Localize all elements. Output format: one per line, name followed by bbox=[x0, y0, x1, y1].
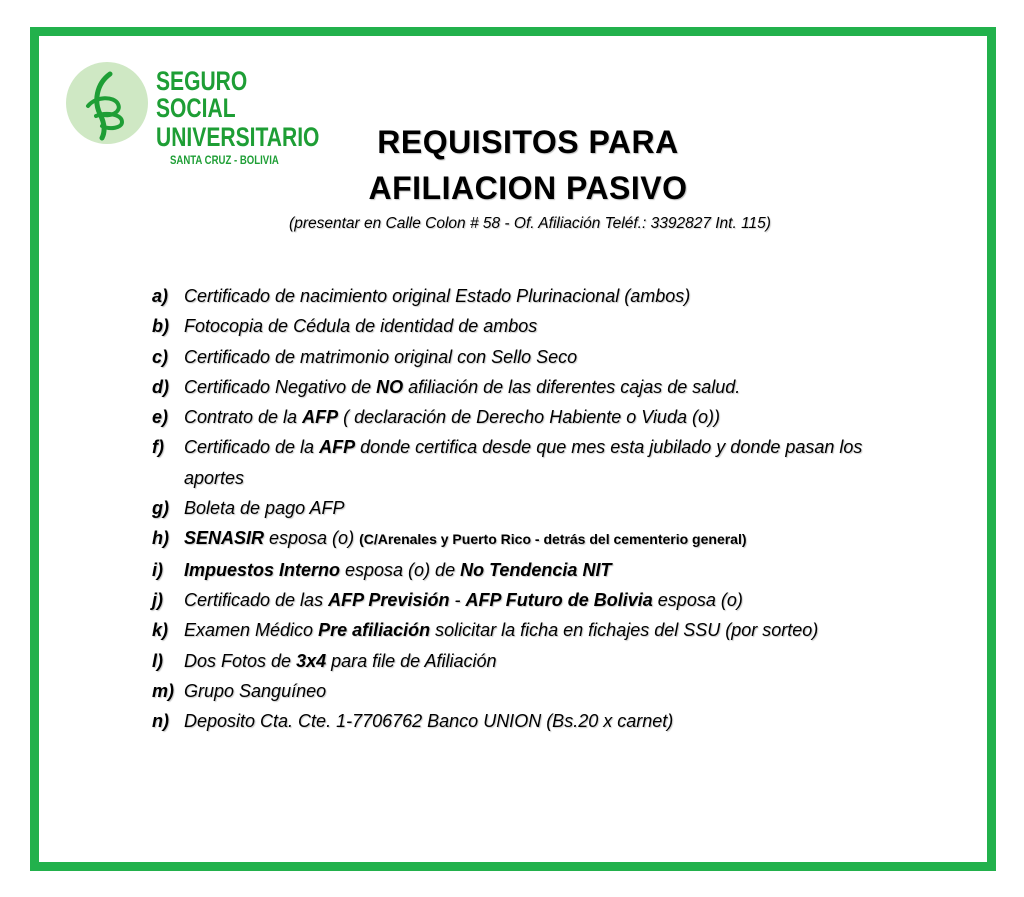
requirement-text bbox=[184, 555, 892, 585]
requirement-item bbox=[152, 342, 892, 372]
requirement-item bbox=[152, 402, 892, 432]
logo-line-seguro-social: SEGURO SOCIAL bbox=[156, 66, 248, 123]
logo-line-location: SANTA CRUZ - BOLIVIA bbox=[170, 153, 279, 167]
requirement-text bbox=[184, 372, 892, 402]
requirement-letter: h) bbox=[152, 528, 169, 549]
requirement-text-part: esposa (o) de bbox=[340, 559, 461, 580]
requirement-text-part: ( declaración de Derecho Habiente o Viuda (o)) bbox=[338, 407, 720, 428]
requirement-item bbox=[152, 523, 892, 554]
requirement-text-part: esposa (o) bbox=[652, 589, 743, 610]
requirement-text bbox=[184, 432, 892, 493]
requirement-letter: d) bbox=[152, 376, 169, 397]
requirement-emphasis: SENASIR bbox=[184, 528, 265, 549]
requirement-item bbox=[152, 706, 892, 736]
requirement-item bbox=[152, 432, 892, 493]
requirement-text-part: Certificado de nacimiento original Estado Plurinacional (ambos) bbox=[184, 286, 691, 306]
requirement-emphasis: AFP Previsión bbox=[328, 589, 450, 610]
requirement-emphasis: No Tendencia NIT bbox=[460, 559, 612, 580]
requirement-text bbox=[184, 615, 892, 645]
logo-line-universitario: UNIVERSITARIO bbox=[156, 122, 320, 152]
requirement-text-part: Examen Médico bbox=[184, 620, 319, 641]
requirement-text-part: Deposito Cta. Cte. 1-7706762 Banco UNION (Bs.20 x carnet) bbox=[184, 711, 674, 732]
requirement-text bbox=[184, 493, 892, 523]
requirement-letter: c) bbox=[152, 346, 169, 367]
requirement-text-part: Dos Fotos de bbox=[184, 650, 297, 671]
requirement-emphasis: Pre afiliación bbox=[318, 620, 431, 641]
requirement-note: (C/Arenales y Puerto Rico - detrás del cementerio general) bbox=[359, 531, 747, 548]
requirement-letter: m) bbox=[152, 680, 174, 701]
requirement-item bbox=[152, 646, 892, 676]
requirement-letter: g) bbox=[152, 498, 169, 519]
page-title-line2: AFILIACION PASIVO bbox=[368, 170, 688, 206]
requirement-item bbox=[152, 585, 892, 615]
requirement-text bbox=[184, 523, 892, 554]
requirement-emphasis: AFP bbox=[319, 437, 356, 458]
page-subtitle: (presentar en Calle Colon # 58 - Of. Afiliación Teléf.: 3392827 Int. 115) bbox=[289, 215, 771, 232]
requirement-letter: f) bbox=[152, 437, 164, 458]
requirement-text-part: Grupo Sanguíneo bbox=[184, 680, 327, 701]
page-title-line1: REQUISITOS PARA bbox=[377, 124, 679, 160]
requirement-text bbox=[184, 311, 892, 341]
requirement-item bbox=[152, 555, 892, 585]
requirement-text-part: Fotocopia de Cédula de identidad de ambos bbox=[184, 316, 538, 337]
requirement-emphasis: 3x4 bbox=[296, 650, 327, 671]
requirement-text-part: Certificado de la bbox=[184, 437, 320, 458]
requirement-text bbox=[184, 342, 892, 372]
requirement-letter: n) bbox=[152, 711, 169, 732]
requirement-text bbox=[184, 706, 892, 736]
requirement-emphasis: AFP Futuro de Bolivia bbox=[465, 589, 653, 610]
requirement-item bbox=[152, 311, 892, 341]
requirement-letter: i) bbox=[152, 559, 163, 580]
requirement-text-part: Contrato de la bbox=[184, 407, 303, 428]
requirement-item bbox=[152, 615, 892, 645]
requirement-text-part: solicitar la ficha en fichajes del SSU (por sorteo) bbox=[430, 620, 819, 641]
requirement-text-part: para file de Afiliación bbox=[326, 650, 497, 671]
requirement-letter: a) bbox=[152, 286, 169, 306]
requirement-text-part: - bbox=[449, 589, 466, 610]
requirement-text-part: afiliación de las diferentes cajas de salud. bbox=[403, 376, 741, 397]
requirement-text bbox=[184, 646, 892, 676]
requirement-emphasis: Impuestos Interno bbox=[184, 559, 341, 580]
requirement-letter: l) bbox=[152, 650, 163, 671]
requirement-emphasis: AFP bbox=[302, 407, 339, 428]
requirement-letter: k) bbox=[152, 620, 169, 641]
requirement-letter: e) bbox=[152, 407, 169, 428]
requirements-list bbox=[152, 281, 892, 736]
requirement-text-part: Certificado de matrimonio original con Sello Seco bbox=[184, 346, 578, 367]
requirement-text-part: Boleta de pago AFP bbox=[184, 498, 345, 519]
requirement-text-part: Certificado Negativo de bbox=[184, 376, 377, 397]
requirement-emphasis: NO bbox=[376, 376, 404, 397]
requirement-item bbox=[152, 493, 892, 523]
requirement-text bbox=[184, 585, 892, 615]
requirement-text bbox=[184, 281, 892, 311]
requirement-text bbox=[184, 402, 892, 432]
requirement-item bbox=[152, 281, 892, 311]
requirement-text-part: donde certifica desde que mes esta jubilado y donde pasan los aportes bbox=[184, 437, 863, 488]
requirement-item bbox=[152, 372, 892, 402]
requirement-item bbox=[152, 676, 892, 706]
requirement-text bbox=[184, 676, 892, 706]
requirement-text-part: esposa (o) bbox=[264, 528, 360, 549]
requirement-text-part: Certificado de las bbox=[184, 589, 329, 610]
requirement-letter: j) bbox=[152, 589, 163, 610]
requirement-letter: b) bbox=[152, 316, 169, 337]
